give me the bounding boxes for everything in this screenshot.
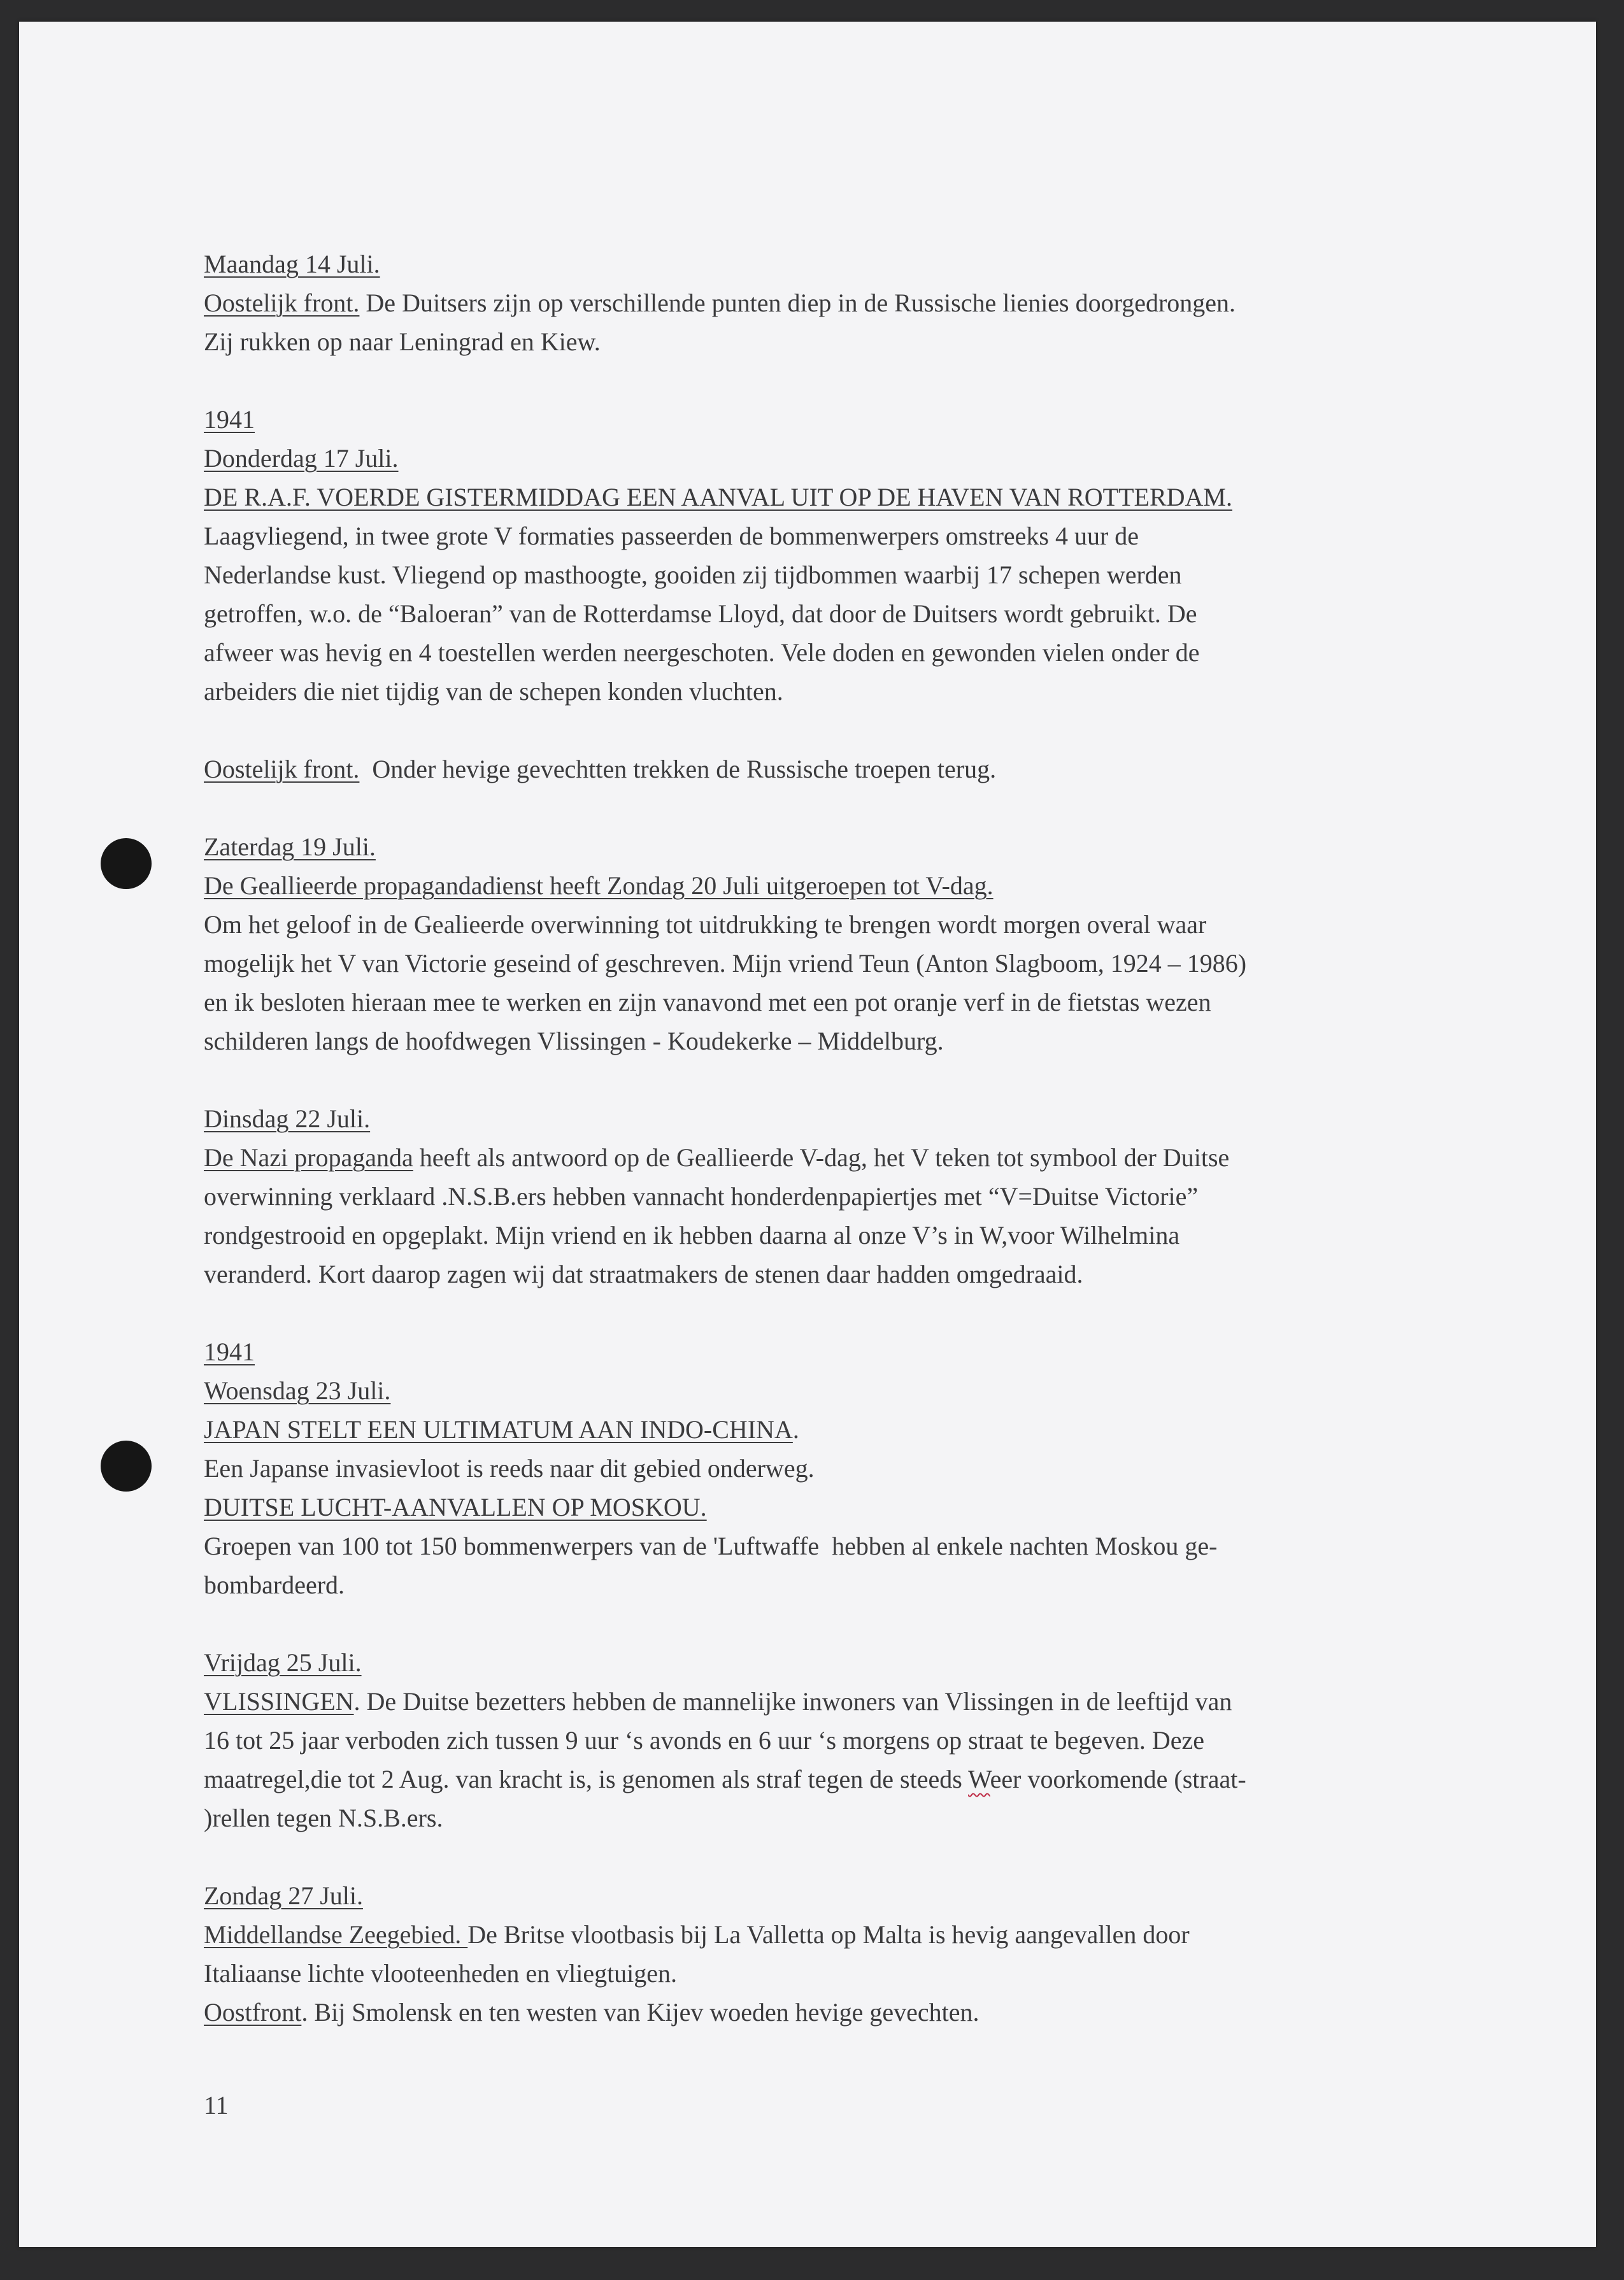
entry-heading: Oostelijk front.: [204, 755, 360, 783]
entry-line: maatregel,die tot 2 Aug. van kracht is, is genomen als straf tegen de steeds Weer voorkomende (straat-: [204, 1765, 1246, 1793]
entry-line: 16 tot 25 jaar verboden zich tussen 9 uur ‘s avonds en 6 uur ‘s morgens op straat te begeven. Deze: [204, 1726, 1205, 1755]
page-number: 11: [204, 2091, 229, 2120]
entry-heading: Oostelijk front.: [204, 289, 360, 317]
diary-text: [204, 245, 1439, 2032]
entry-line: getroffen, w.o. de “Baloeran” van de Rotterdamse Lloyd, dat door de Duitsers wordt gebruikt. De: [204, 599, 1197, 628]
entry-line: Nederlandse kust. Vliegend op masthoogte, gooiden zij tijdbommen waarbij 17 schepen werden: [204, 560, 1182, 589]
entry-heading: De Nazi propaganda: [204, 1143, 413, 1172]
entry-line: afweer was hevig en 4 toestellen werden neergeschoten. Vele doden en gewonden vielen onder de: [204, 638, 1200, 667]
entry-heading: VLISSINGEN: [204, 1687, 354, 1716]
entry-paragraph: Oostelijk front. De Duitsers zijn op verschillende punten diep in de Russische lienies doorgedrongen.: [204, 289, 1236, 317]
entry-paragraph: VLISSINGEN. De Duitse bezetters hebben de mannelijke inwoners van Vlissingen in de leeftijd van: [204, 1687, 1232, 1716]
entry-heading: DUITSE LUCHT-AANVALLEN OP MOSKOU.: [204, 1493, 707, 1521]
entry-line: Een Japanse invasievloot is reeds naar dit gebied onderweg.: [204, 1454, 815, 1483]
entry-line: )rellen tegen N.S.B.ers.: [204, 1804, 443, 1832]
entry-heading: Oostfront: [204, 1998, 302, 2027]
punch-hole: [101, 838, 152, 889]
entry-line: mogelijk het V van Victorie geseind of geschreven. Mijn vriend Teun (Anton Slagboom, 1924 – 1986): [204, 949, 1247, 978]
entry-paragraph: De Nazi propaganda heeft als antwoord op de Geallieerde V-dag, het V teken tot symbool der Duitse: [204, 1143, 1230, 1172]
entry-date: Zondag 27 Juli.: [204, 1881, 363, 1910]
entry-paragraph: Oostfront. Bij Smolensk en ten westen van Kijev woeden hevige gevechten.: [204, 1998, 979, 2027]
entry-date: Maandag 14 Juli.: [204, 250, 380, 278]
entry-year: 1941: [204, 1337, 255, 1366]
entry-line: Italiaanse lichte vlooteenheden en vliegtuigen.: [204, 1959, 678, 1988]
entry-line: en ik besloten hieraan mee te werken en zijn vanavond met een pot oranje verf in de fietstas wezen: [204, 988, 1211, 1016]
entry-date: Dinsdag 22 Juli.: [204, 1104, 371, 1133]
entry-line: Zij rukken op naar Leningrad en Kiew.: [204, 327, 601, 356]
spellcheck-mark: W: [968, 1765, 990, 1793]
entry-heading: De Geallieerde propagandadienst heeft Zondag 20 Juli uitgeroepen tot V-dag.: [204, 871, 994, 900]
punch-hole: [101, 1441, 152, 1492]
entry-line: arbeiders die niet tijdig van de schepen konden vluchten.: [204, 677, 783, 706]
entry-line: veranderd. Kort daarop zagen wij dat straatmakers de stenen daar hadden omgedraaid.: [204, 1260, 1083, 1288]
entry-heading: DE R.A.F. VOERDE GISTERMIDDAG EEN AANVAL UIT OP DE HAVEN VAN ROTTERDAM.: [204, 483, 1232, 511]
entry-date: Vrijdag 25 Juli.: [204, 1648, 362, 1677]
entry-year: 1941: [204, 405, 255, 434]
entry-line: Groepen van 100 tot 150 bommenwerpers van de 'Luftwaffe hebben al enkele nachten Moskou ge-: [204, 1532, 1218, 1560]
entry-line: schilderen langs de hoofdwegen Vlissingen - Koudekerke – Middelburg.: [204, 1027, 944, 1055]
entry-paragraph: Middellandse Zeegebied. De Britse vlootbasis bij La Valletta op Malta is hevig aangevallen door: [204, 1920, 1190, 1949]
entry-heading: Middellandse Zeegebied.: [204, 1920, 468, 1949]
entry-line: Laagvliegend, in twee grote V formaties passeerden de bommenwerpers omstreeks 4 uur de: [204, 522, 1139, 550]
entry-line: Om het geloof in de Gealieerde overwinning tot uitdrukking te brengen wordt morgen overal waar: [204, 910, 1207, 939]
entry-line: bombardeerd.: [204, 1571, 345, 1599]
entry-line: rondgestrooid en opgeplakt. Mijn vriend en ik hebben daarna al onze V’s in W,voor Wilhelmina: [204, 1221, 1180, 1250]
entry-date: Woensdag 23 Juli.: [204, 1376, 391, 1405]
entry-date: Donderdag 17 Juli.: [204, 444, 399, 473]
entry-paragraph: Oostelijk front. Onder hevige gevechtten trekken de Russische troepen terug.: [204, 755, 997, 783]
entry-date: Zaterdag 19 Juli.: [204, 832, 376, 861]
entry-heading: JAPAN STELT EEN ULTIMATUM AAN INDO-CHINA.: [204, 1415, 799, 1444]
entry-line: overwinning verklaard .N.S.B.ers hebben vannacht honderdenpapiertjes met “V=Duitse Victorie”: [204, 1182, 1199, 1211]
